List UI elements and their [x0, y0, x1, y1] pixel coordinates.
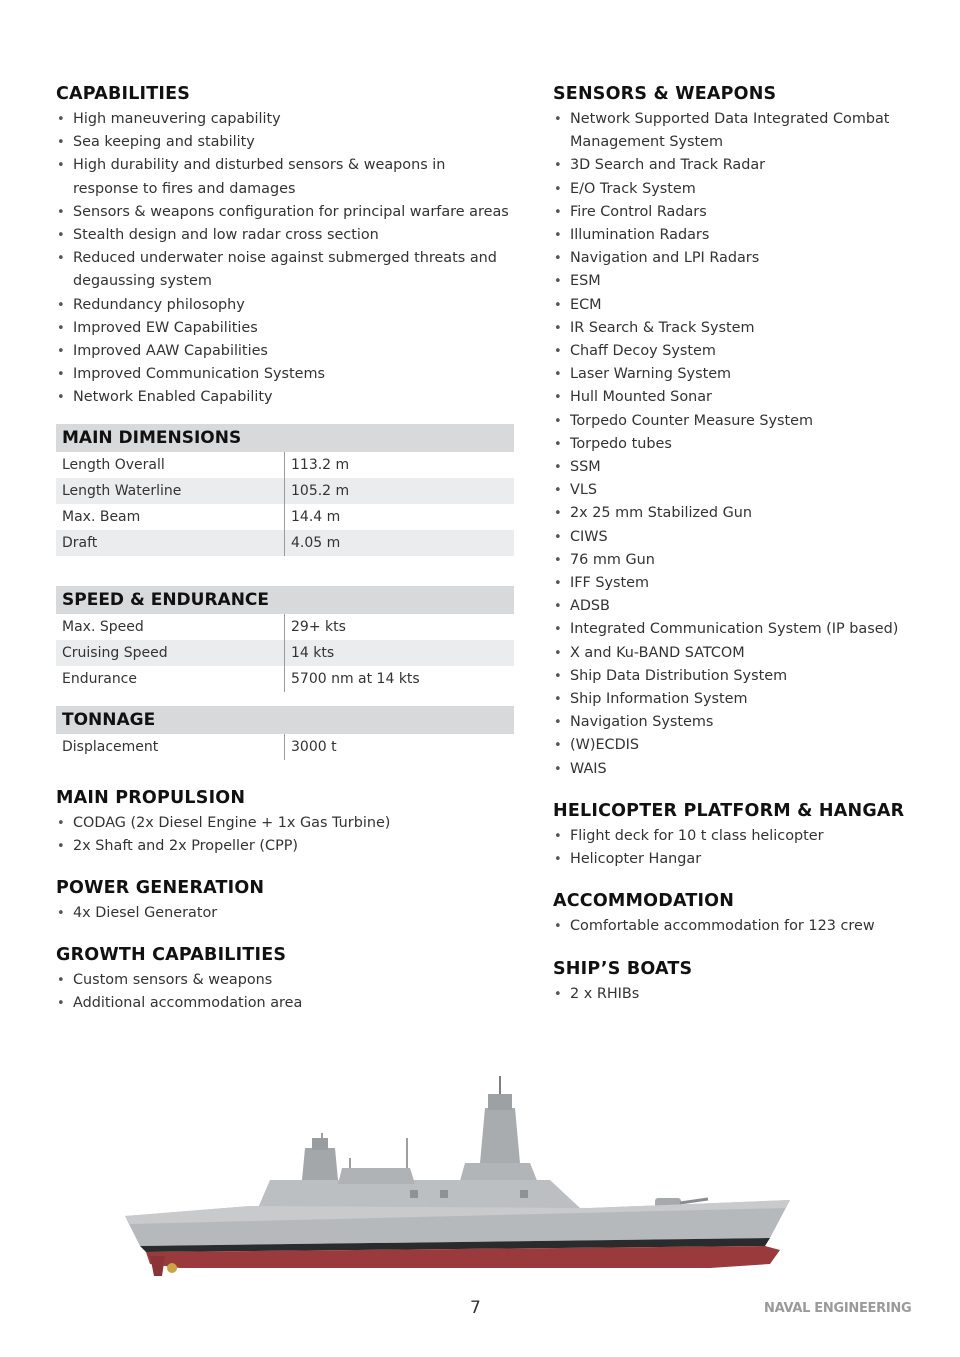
speed-endurance-title: SPEED & ENDURANCE — [56, 586, 514, 614]
list-item: • Ship Data Distribution System — [553, 665, 913, 688]
table-row — [56, 530, 514, 556]
list-item: • High maneuvering capability — [56, 108, 514, 131]
list-item: • IR Search & Track System — [553, 317, 913, 340]
list-item: • High durability and disturbed sensors & weapons in response to fires and damages — [56, 154, 514, 200]
list-item: • E/O Track System — [553, 178, 913, 201]
list-item: • Network Supported Data Integrated Combat Management System — [553, 108, 913, 154]
main-dimensions-rows — [56, 452, 514, 556]
capabilities-title: CAPABILITIES — [56, 84, 191, 104]
list-item: • Flight deck for 10 t class helicopter — [553, 825, 913, 848]
growth-capabilities-title: GROWTH CAPABILITIES — [56, 945, 287, 966]
helicopter-title: HELICOPTER PLATFORM & HANGAR — [553, 800, 905, 821]
tonnage-table — [56, 706, 514, 760]
ships-boats-title: SHIP’S BOATS — [553, 958, 693, 979]
list-item: • Torpedo Counter Measure System — [553, 410, 913, 433]
list-item: • Ship Information System — [553, 688, 913, 711]
list-item: • CIWS — [553, 526, 913, 549]
table-row — [56, 666, 514, 692]
list-item: • 76 mm Gun — [553, 549, 913, 572]
footer-brand: NAVAL ENGINEERING — [764, 1301, 912, 1316]
power-generation-section — [56, 878, 514, 925]
growth-capabilities-section — [56, 945, 514, 1015]
main-propulsion-list — [56, 812, 514, 858]
list-item: • 4x Diesel Generator — [56, 902, 514, 925]
list-item: • ESM — [553, 270, 913, 293]
main-dimensions-title: MAIN DIMENSIONS — [56, 424, 514, 452]
list-item: • 2x 25 mm Stabilized Gun — [553, 502, 913, 525]
table-row — [56, 734, 514, 760]
list-item: • 3D Search and Track Radar — [553, 154, 913, 177]
tonnage-title: TONNAGE — [56, 706, 514, 734]
table-row — [56, 452, 514, 478]
table-row-label: Max. Speed — [62, 618, 144, 635]
list-item: • Fire Control Radars — [553, 201, 913, 224]
list-item: • Illumination Radars — [553, 224, 913, 247]
main-dimensions-table — [56, 424, 514, 556]
list-item: • Integrated Communication System (IP based) — [553, 618, 913, 641]
left-column — [56, 84, 514, 1016]
list-item: • Sea keeping and stability — [56, 131, 514, 154]
list-item: • Laser Warning System — [553, 363, 913, 386]
speed-endurance-table — [56, 586, 514, 692]
list-item: • Torpedo tubes — [553, 433, 913, 456]
frigate-illustration — [110, 1068, 810, 1283]
list-item: • ADSB — [553, 595, 913, 618]
accommodation-section — [553, 891, 913, 938]
list-item: • Hull Mounted Sonar — [553, 386, 913, 409]
ships-boats-section — [553, 959, 913, 1006]
table-row-label: Length Waterline — [62, 482, 182, 499]
table-row-label: Max. Beam — [62, 508, 141, 525]
table-row-label: Draft — [62, 534, 98, 551]
main-propulsion-title: MAIN PROPULSION — [56, 787, 246, 808]
table-row — [56, 504, 514, 530]
list-item: • 2 x RHIBs — [553, 983, 913, 1006]
accommodation-list — [553, 915, 913, 938]
tonnage-rows — [56, 734, 514, 760]
list-item: • Improved EW Capabilities — [56, 317, 514, 340]
table-row-label: Cruising Speed — [62, 644, 168, 661]
list-item: • Stealth design and low radar cross section — [56, 224, 514, 247]
table-row-value: 3000 t — [284, 734, 514, 760]
right-column — [553, 84, 913, 1006]
capabilities-section — [56, 84, 514, 410]
table-row-value: 113.2 m — [284, 452, 514, 478]
table-row-label: Endurance — [62, 670, 137, 687]
list-item: • Custom sensors & weapons — [56, 969, 514, 992]
page-number: 7 — [470, 1298, 481, 1318]
list-item: • WAIS — [553, 758, 913, 781]
table-row — [56, 478, 514, 504]
power-generation-title: POWER GENERATION — [56, 878, 265, 899]
list-item: • Improved Communication Systems — [56, 363, 514, 386]
list-item: • Improved AAW Capabilities — [56, 340, 514, 363]
table-row-value: 14 kts — [284, 640, 514, 666]
list-item: • Redundancy philosophy — [56, 294, 514, 317]
accommodation-title: ACCOMMODATION — [553, 891, 735, 912]
table-row-value: 4.05 m — [284, 530, 514, 556]
growth-capabilities-list — [56, 969, 514, 1015]
list-item: • ECM — [553, 294, 913, 317]
table-row-value: 5700 nm at 14 kts — [284, 666, 514, 692]
list-item: • Sensors & weapons configuration for principal warfare areas — [56, 201, 514, 224]
list-item: • (W)ECDIS — [553, 734, 913, 757]
table-row — [56, 640, 514, 666]
list-item: • Additional accommodation area — [56, 992, 514, 1015]
list-item: • VLS — [553, 479, 913, 502]
list-item: • Helicopter Hangar — [553, 848, 913, 871]
table-row-label: Displacement — [62, 738, 159, 755]
helicopter-list — [553, 825, 913, 871]
table-row-value: 29+ kts — [284, 614, 514, 640]
sensors-weapons-section — [553, 84, 913, 781]
sensors-weapons-list — [553, 108, 913, 781]
capabilities-list — [56, 108, 514, 410]
list-item: • 2x Shaft and 2x Propeller (CPP) — [56, 835, 514, 858]
list-item: • Comfortable accommodation for 123 crew — [553, 915, 913, 938]
power-generation-list — [56, 902, 514, 925]
list-item: • X and Ku-BAND SATCOM — [553, 642, 913, 665]
list-item: • Navigation and LPI Radars — [553, 247, 913, 270]
table-row-value: 105.2 m — [284, 478, 514, 504]
list-item: • Network Enabled Capability — [56, 386, 514, 409]
main-propulsion-section — [56, 788, 514, 858]
list-item: • Chaff Decoy System — [553, 340, 913, 363]
list-item: • IFF System — [553, 572, 913, 595]
ships-boats-list — [553, 983, 913, 1006]
list-item: • CODAG (2x Diesel Engine + 1x Gas Turbine) — [56, 812, 514, 835]
helicopter-section — [553, 801, 913, 871]
list-item: • SSM — [553, 456, 913, 479]
list-item: • Navigation Systems — [553, 711, 913, 734]
table-row-value: 14.4 m — [284, 504, 514, 530]
table-row — [56, 614, 514, 640]
list-item: • Reduced underwater noise against submerged threats and degaussing system — [56, 247, 514, 293]
speed-endurance-rows — [56, 614, 514, 692]
sensors-weapons-title: SENSORS & WEAPONS — [553, 84, 777, 104]
table-row-label: Length Overall — [62, 456, 165, 473]
